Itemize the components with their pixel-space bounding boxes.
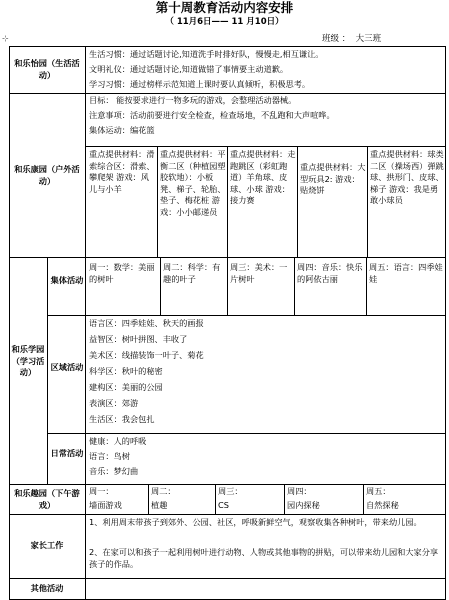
group-activity-label: 集体活动 bbox=[50, 275, 84, 285]
play-wednesday-activity: CS bbox=[218, 500, 229, 510]
area-performance: 表演区：郊游 bbox=[89, 398, 139, 408]
area-puzzle: 益智区：树叶拼图、丰收了 bbox=[89, 334, 188, 344]
group-activity-thursday: 周四：音乐：快乐的阿依古丽 bbox=[297, 262, 363, 284]
play-tuesday-day: 周二： bbox=[151, 486, 176, 496]
column-divider bbox=[47, 257, 48, 484]
column-divider bbox=[227, 257, 228, 315]
play-monday-activity: 墙面游戏 bbox=[89, 500, 122, 510]
row-divider bbox=[9, 578, 446, 579]
play-wednesday-day: 周三： bbox=[218, 486, 243, 496]
play-thursday-activity: 园内探秘 bbox=[287, 500, 320, 510]
move-handle-icon[interactable]: ⊹ bbox=[2, 34, 9, 43]
zone-slide-area: 重点提供材料：滑索综合区：滑索、攀爬架 游戏：风儿与小羊 bbox=[89, 149, 155, 194]
row-divider bbox=[9, 514, 446, 515]
column-divider bbox=[367, 146, 368, 257]
daily-health: 健康：人的呼吸 bbox=[89, 436, 147, 446]
safety-notes-text: 注意事项：活动前要进行安全检查，检查场地，不乱跑和大声喧哗。 bbox=[89, 110, 335, 120]
date-range: （ 11月6日—— 11 月10日） bbox=[165, 17, 284, 27]
group-activity-wednesday: 周三：美术：一片树叶 bbox=[230, 262, 288, 284]
other-activity-label: 其他活动 bbox=[30, 583, 64, 593]
learning-garden-label: 和乐学园（学习活动） bbox=[11, 344, 45, 377]
play-friday-day: 周五： bbox=[366, 486, 391, 496]
column-divider bbox=[363, 484, 364, 514]
column-divider bbox=[297, 146, 298, 257]
group-activity-monday: 周一：数学：美丽的树叶 bbox=[89, 262, 155, 284]
play-friday-activity: 自然探秘 bbox=[366, 500, 399, 510]
study-habit-text: 学习习惯：通过榜样示范知道上课时要认真倾听，积极思考。 bbox=[89, 79, 311, 89]
column-divider bbox=[294, 257, 295, 315]
column-divider bbox=[284, 484, 285, 514]
goal-text: 目标： 能按要求进行一物多玩的游戏，会整理活动器械。 bbox=[89, 95, 297, 105]
happy-garden-label: 和乐怡园（生活活动） bbox=[14, 58, 80, 80]
area-construction: 建构区：美丽的公园 bbox=[89, 382, 163, 392]
health-garden-label: 和乐康园（户外活动） bbox=[14, 164, 80, 186]
column-divider bbox=[160, 257, 161, 315]
area-art: 美术区：线描装饰一叶子、菊花 bbox=[89, 350, 204, 360]
zone-running-area: 重点提供材料：走跑跳区（彩虹跑道）羊角球、皮球、小球 游戏：接力赛 bbox=[230, 149, 296, 205]
column-divider bbox=[157, 146, 158, 257]
etiquette-text: 文明礼仪：通过话题讨论,知道做错了事情要主动道歉。 bbox=[89, 64, 289, 74]
column-divider bbox=[85, 46, 86, 600]
row-divider bbox=[47, 315, 446, 316]
zone-balance-area: 重点提供材料：平衡二区（种植园塑胶软地）：小板凳、梯子、轮胎、垫子、梅花桩 游戏：小小邮递员 bbox=[160, 149, 226, 217]
parent-work-label: 家长工作 bbox=[30, 540, 64, 550]
row-divider bbox=[9, 484, 446, 485]
daily-music: 音乐：梦幻曲 bbox=[89, 466, 139, 476]
play-monday-day: 周一： bbox=[89, 486, 114, 496]
row-divider bbox=[9, 93, 446, 94]
area-science: 科学区：秋叶的秘密 bbox=[89, 366, 163, 376]
daily-activity-label: 日常活动 bbox=[50, 448, 84, 458]
play-tuesday-activity: 植趣 bbox=[151, 500, 168, 510]
group-activity-tuesday: 周二：科学：有趣的叶子 bbox=[163, 262, 221, 284]
column-divider bbox=[227, 146, 228, 257]
area-language: 语言区：四季娃娃、秋天的画报 bbox=[89, 318, 204, 328]
row-divider bbox=[47, 433, 446, 434]
column-divider bbox=[148, 484, 149, 514]
area-activity-label: 区域活动 bbox=[50, 362, 84, 372]
row-divider bbox=[85, 146, 446, 147]
parent-work-item-1: 1、利用周末带孩子到郊外、公园、社区，呼吸新鲜空气，观察收集各种树叶，带来幼儿园。 bbox=[89, 517, 422, 527]
page-title: 第十周教育活动内容安排 bbox=[155, 0, 294, 15]
play-garden-label: 和乐趣园（下午游戏） bbox=[14, 488, 80, 510]
column-divider bbox=[215, 484, 216, 514]
area-life: 生活区：我会包扎 bbox=[89, 414, 155, 424]
group-sport-text: 集体运动：编花篮 bbox=[89, 125, 155, 135]
schedule-table bbox=[9, 46, 446, 600]
play-thursday-day: 周四： bbox=[287, 486, 312, 496]
parent-work-item-2: 2、在家可以和孩子一起利用树叶进行动物、人物或其他事物的拼贴，可以带来幼儿园和大家分享孩子的作品。 bbox=[89, 547, 439, 569]
daily-language: 语言：鸟树 bbox=[89, 451, 130, 461]
class-label: 班级 ： 大三班 bbox=[322, 34, 382, 44]
life-habit-text: 生活习惯：通过话题讨论,知道洗手时排好队，慢慢走,相互谦让。 bbox=[89, 49, 324, 59]
zone-ball-area: 重点提供材料：球类二区（操场西）弹跳球、拱形门、皮球、梯子 游戏：我是勇敢小球员 bbox=[370, 149, 444, 205]
group-activity-friday: 周五：语言：四季娃娃 bbox=[369, 262, 443, 284]
zone-large-toys: 重点提供材料：大型玩具2: 游戏：贴烧饼 bbox=[300, 162, 366, 195]
column-divider bbox=[366, 257, 367, 315]
